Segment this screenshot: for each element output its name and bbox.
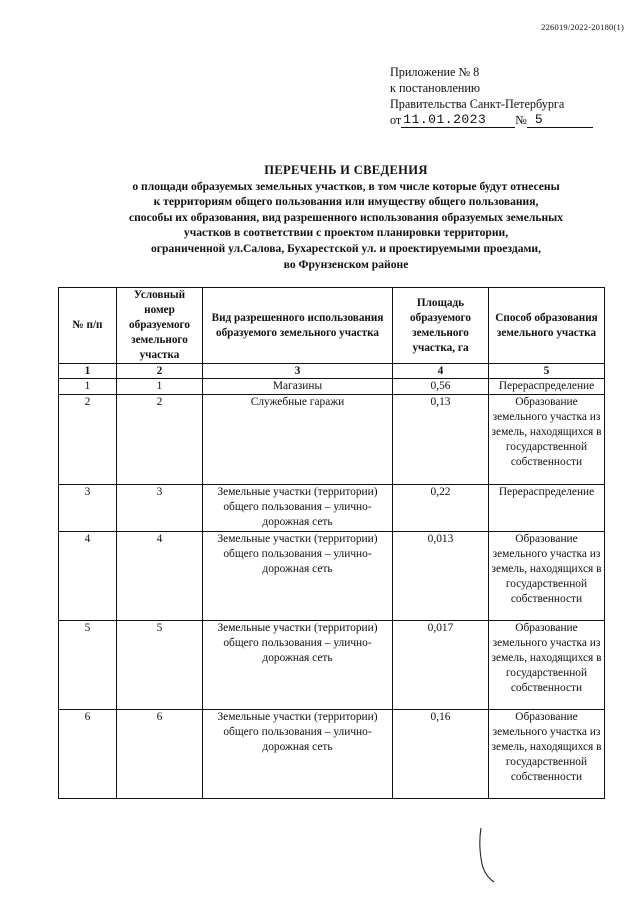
- row-index: 6: [59, 710, 117, 799]
- number-label: №: [515, 113, 527, 127]
- column-header: Вид разрешенного использования образуемого земельного участка: [203, 288, 393, 364]
- formation-method: Образование земельного участка из земель, находящихся в государственной собственности: [489, 710, 605, 799]
- resolution-date: 11.01.2023: [401, 113, 515, 128]
- plot-number: 1: [117, 379, 203, 395]
- permitted-use: Земельные участки (территории) общего пользования – улично-дорожная сеть: [203, 710, 393, 799]
- column-number: 5: [489, 364, 605, 379]
- formation-method: Перераспределение: [489, 485, 605, 532]
- plot-number: 6: [117, 710, 203, 799]
- permitted-use: Земельные участки (территории) общего пользования – улично-дорожная сеть: [203, 532, 393, 621]
- column-number: 1: [59, 364, 117, 379]
- plot-area: 0,22: [393, 485, 489, 532]
- row-index: 3: [59, 485, 117, 532]
- table-row: [59, 532, 605, 621]
- plot-number: 4: [117, 532, 203, 621]
- appendix-line-2: к постановлению: [390, 81, 481, 95]
- column-header: Площадь образуемого земельного участка, га: [393, 288, 489, 364]
- signature-mark: [478, 826, 498, 886]
- permitted-use: Земельные участки (территории) общего пользования – улично-дорожная сеть: [203, 485, 393, 532]
- table-row: [59, 621, 605, 710]
- land-plots-table: [58, 287, 605, 799]
- column-header: Способ образования земельного участка: [489, 288, 605, 364]
- document-id: 226019/2022-20180(1): [541, 22, 624, 32]
- table-row: [59, 485, 605, 532]
- table-row: [59, 379, 605, 395]
- from-label: от: [390, 113, 402, 127]
- heading-line: во Фрунзенском районе: [283, 257, 409, 271]
- resolution-number: 5: [527, 113, 593, 128]
- formation-method: Образование земельного участка из земель, находящихся в государственной собственности: [489, 395, 605, 485]
- column-header: Условный номер образуемого земельного участка: [117, 288, 203, 364]
- plot-area: 0,56: [393, 379, 489, 395]
- plot-number: 5: [117, 621, 203, 710]
- column-header: № п/п: [59, 288, 117, 364]
- permitted-use: Служебные гаражи: [203, 395, 393, 485]
- row-index: 2: [59, 395, 117, 485]
- table-row: [59, 710, 605, 799]
- heading-title: ПЕРЕЧЕНЬ И СВЕДЕНИЯ: [264, 163, 428, 177]
- table-row: [59, 395, 605, 485]
- plot-area: 0,017: [393, 621, 489, 710]
- appendix-line-1: Приложение № 8: [390, 65, 480, 79]
- formation-method: Перераспределение: [489, 379, 605, 395]
- row-index: 1: [59, 379, 117, 395]
- heading-line: о площади образуемых земельных участков, в том числе которые будут отнесены: [132, 179, 560, 193]
- formation-method: Образование земельного участка из земель, находящихся в государственной собственности: [489, 621, 605, 710]
- document-heading: [96, 163, 596, 272]
- plot-area: 0,013: [393, 532, 489, 621]
- column-number: 3: [203, 364, 393, 379]
- heading-line: ограниченной ул.Салова, Бухарестской ул. и проектируемыми проездами,: [151, 241, 541, 255]
- table-header-row: [59, 288, 605, 364]
- heading-line: участков в соответствии с проектом планировки территории,: [183, 226, 509, 240]
- heading-line: к территориям общего пользования или имуществу общего пользования,: [153, 195, 539, 209]
- appendix-block: [390, 64, 593, 128]
- row-index: 5: [59, 621, 117, 710]
- plot-area: 0,16: [393, 710, 489, 799]
- permitted-use: Земельные участки (территории) общего пользования – улично-дорожная сеть: [203, 621, 393, 710]
- plot-number: 2: [117, 395, 203, 485]
- resolution-date-number: [390, 112, 593, 128]
- formation-method: Образование земельного участка из земель, находящихся в государственной собственности: [489, 532, 605, 621]
- permitted-use: Магазины: [203, 379, 393, 395]
- heading-line: способы их образования, вид разрешенного использования образуемых земельных: [128, 210, 564, 224]
- row-index: 4: [59, 532, 117, 621]
- column-number: 2: [117, 364, 203, 379]
- appendix-line-3: Правительства Санкт-Петербурга: [390, 97, 565, 111]
- plot-area: 0,13: [393, 395, 489, 485]
- column-number-row: [59, 364, 605, 379]
- column-number: 4: [393, 364, 489, 379]
- plot-number: 3: [117, 485, 203, 532]
